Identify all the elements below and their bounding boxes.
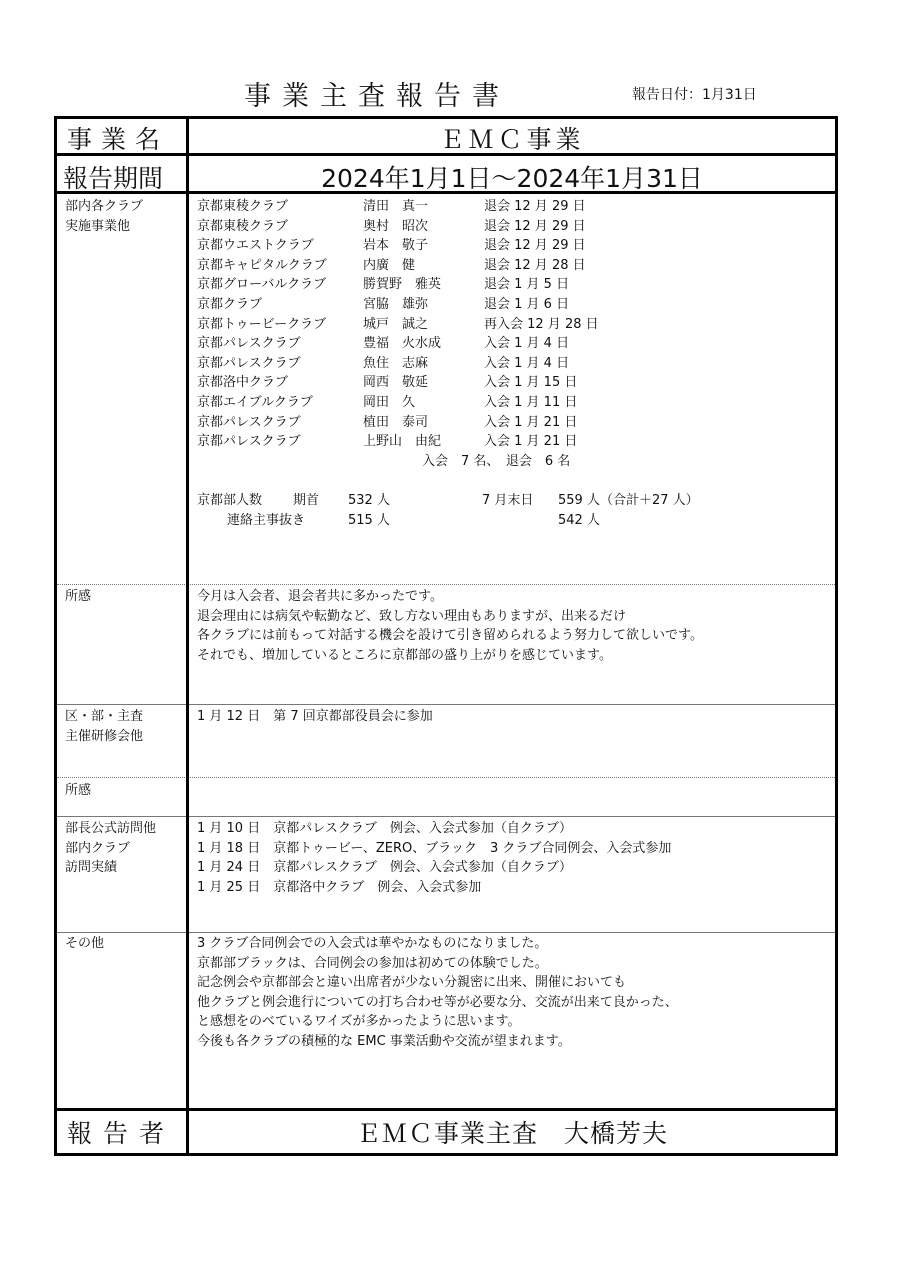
member-row: 京都グローバルクラブ 勝賀野 雅英 退会 1 月 5 日 xyxy=(197,277,570,293)
training-label: 区・部・主査 主催研修会他 xyxy=(65,709,144,744)
row-divider xyxy=(57,1108,835,1111)
member-row: 京都洛中クラブ 岡西 敬延 入会 1 月 15 日 xyxy=(197,375,578,391)
visits-text: 1 月 10 日 京都パレスクラブ 例会、入会式参加（自クラブ） 1 月 18 日 京都トゥービー、ZERO、ブラック 3 クラブ合同例会、入会式参加 1 月 24 日 京都パレスクラブ 例会、入会式参加（自クラブ） 1 月 25 日 京都洛中クラブ 例会、入会式参加 xyxy=(197,821,672,895)
column-divider xyxy=(186,119,189,1153)
other-label: その他 xyxy=(65,936,105,951)
member-row: 京都クラブ 宮脇 雄弥 退会 1 月 6 日 xyxy=(197,296,570,312)
report-table xyxy=(54,116,838,1156)
visits-label: 部長公式訪問他 部内クラブ 訪問実績 xyxy=(65,821,157,876)
member-row: 京都パレスクラブ 上野山 由紀 入会 1 月 21 日 xyxy=(197,434,578,450)
stats-row: 京都部人数 期首 532 人 7 月末日 559 人（合計＋27 人） xyxy=(197,492,699,508)
period-value: 2024年1月1日～2024年1月31日 xyxy=(321,164,703,193)
member-row: 京都東稜クラブ 清田 真一 退会 12 月 29 日 xyxy=(197,199,586,214)
row-divider xyxy=(57,816,835,817)
member-row: 京都ウエストクラブ 岩本 敬子 退会 12 月 29 日 xyxy=(197,238,586,254)
members-list xyxy=(197,197,699,530)
report-date: 報告日付：1月31日 xyxy=(632,87,757,103)
impression2-label: 所感 xyxy=(65,783,92,798)
reporter-value: ＥＭＣ事業主査 大橋芳夫 xyxy=(355,1119,668,1148)
stats-sub-row: 連絡主事抜き 515 人 542 人 xyxy=(227,512,600,528)
member-row: 京都キャピタルクラブ 内廣 健 退会 12 月 28 日 xyxy=(197,257,586,273)
member-row: 京都パレスクラブ 植田 泰司 入会 1 月 21 日 xyxy=(197,414,578,430)
row-divider xyxy=(57,932,835,933)
member-row: 京都エイブルクラブ 岡田 久 入会 1 月 11 日 xyxy=(197,394,578,410)
member-row: 京都パレスクラブ 魚住 志麻 入会 1 月 4 日 xyxy=(197,355,570,371)
members-summary: 入会 7 名、 退会 6 名 xyxy=(422,453,571,469)
clubs-label: 部内各クラブ 実施事業他 xyxy=(65,199,144,234)
row-divider xyxy=(57,777,835,778)
business-label: 事業名 xyxy=(67,125,170,154)
period-label: 報告期間 xyxy=(63,164,164,193)
row-divider xyxy=(57,584,835,585)
impression1-label: 所感 xyxy=(65,589,92,604)
member-row: 京都パレスクラブ 豊福 火水成 入会 1 月 4 日 xyxy=(197,336,570,352)
member-row: 京都トゥービークラブ 城戸 誠之 再入会 12 月 28 日 xyxy=(197,316,599,332)
row-divider xyxy=(57,704,835,705)
impression1-text: 今月は入会者、退会者共に多かったです。 退会理由には病気や転勤など、致し方ない理由もありますが、出来るだけ 各クラブには前もって対話する機会を設けて引き留められるよう努力して欲しいです。 それでも、増加しているところに京都部の盛り上がりを感じています。 xyxy=(197,589,703,663)
reporter-label: 報告者 xyxy=(67,1119,176,1148)
other-text: 3 クラブ合同例会での入会式は華やかなものになりました。 京都部ブラックは、合同例会の参加は初めての体験でした。 記念例会や京都部会と違い出席者が少ない分親密に出来、開催においても 他クラブと例会進行についての打ち合わせ等が必要な分、交流が出来て良かった、 と感想をのべているワイズが多かったように思います。 今後も各クラブの積極的な EMC 事業活動や交流が望まれます。 xyxy=(197,936,678,1049)
business-value: ＥＭＣ事業 xyxy=(439,125,585,154)
member-row: 京都東稜クラブ 奥村 昭次 退会 12 月 29 日 xyxy=(197,218,586,234)
training-text: 1 月 12 日 第 7 回京都部役員会に参加 xyxy=(197,709,433,724)
page-title: 事業主査報告書 xyxy=(244,81,510,112)
